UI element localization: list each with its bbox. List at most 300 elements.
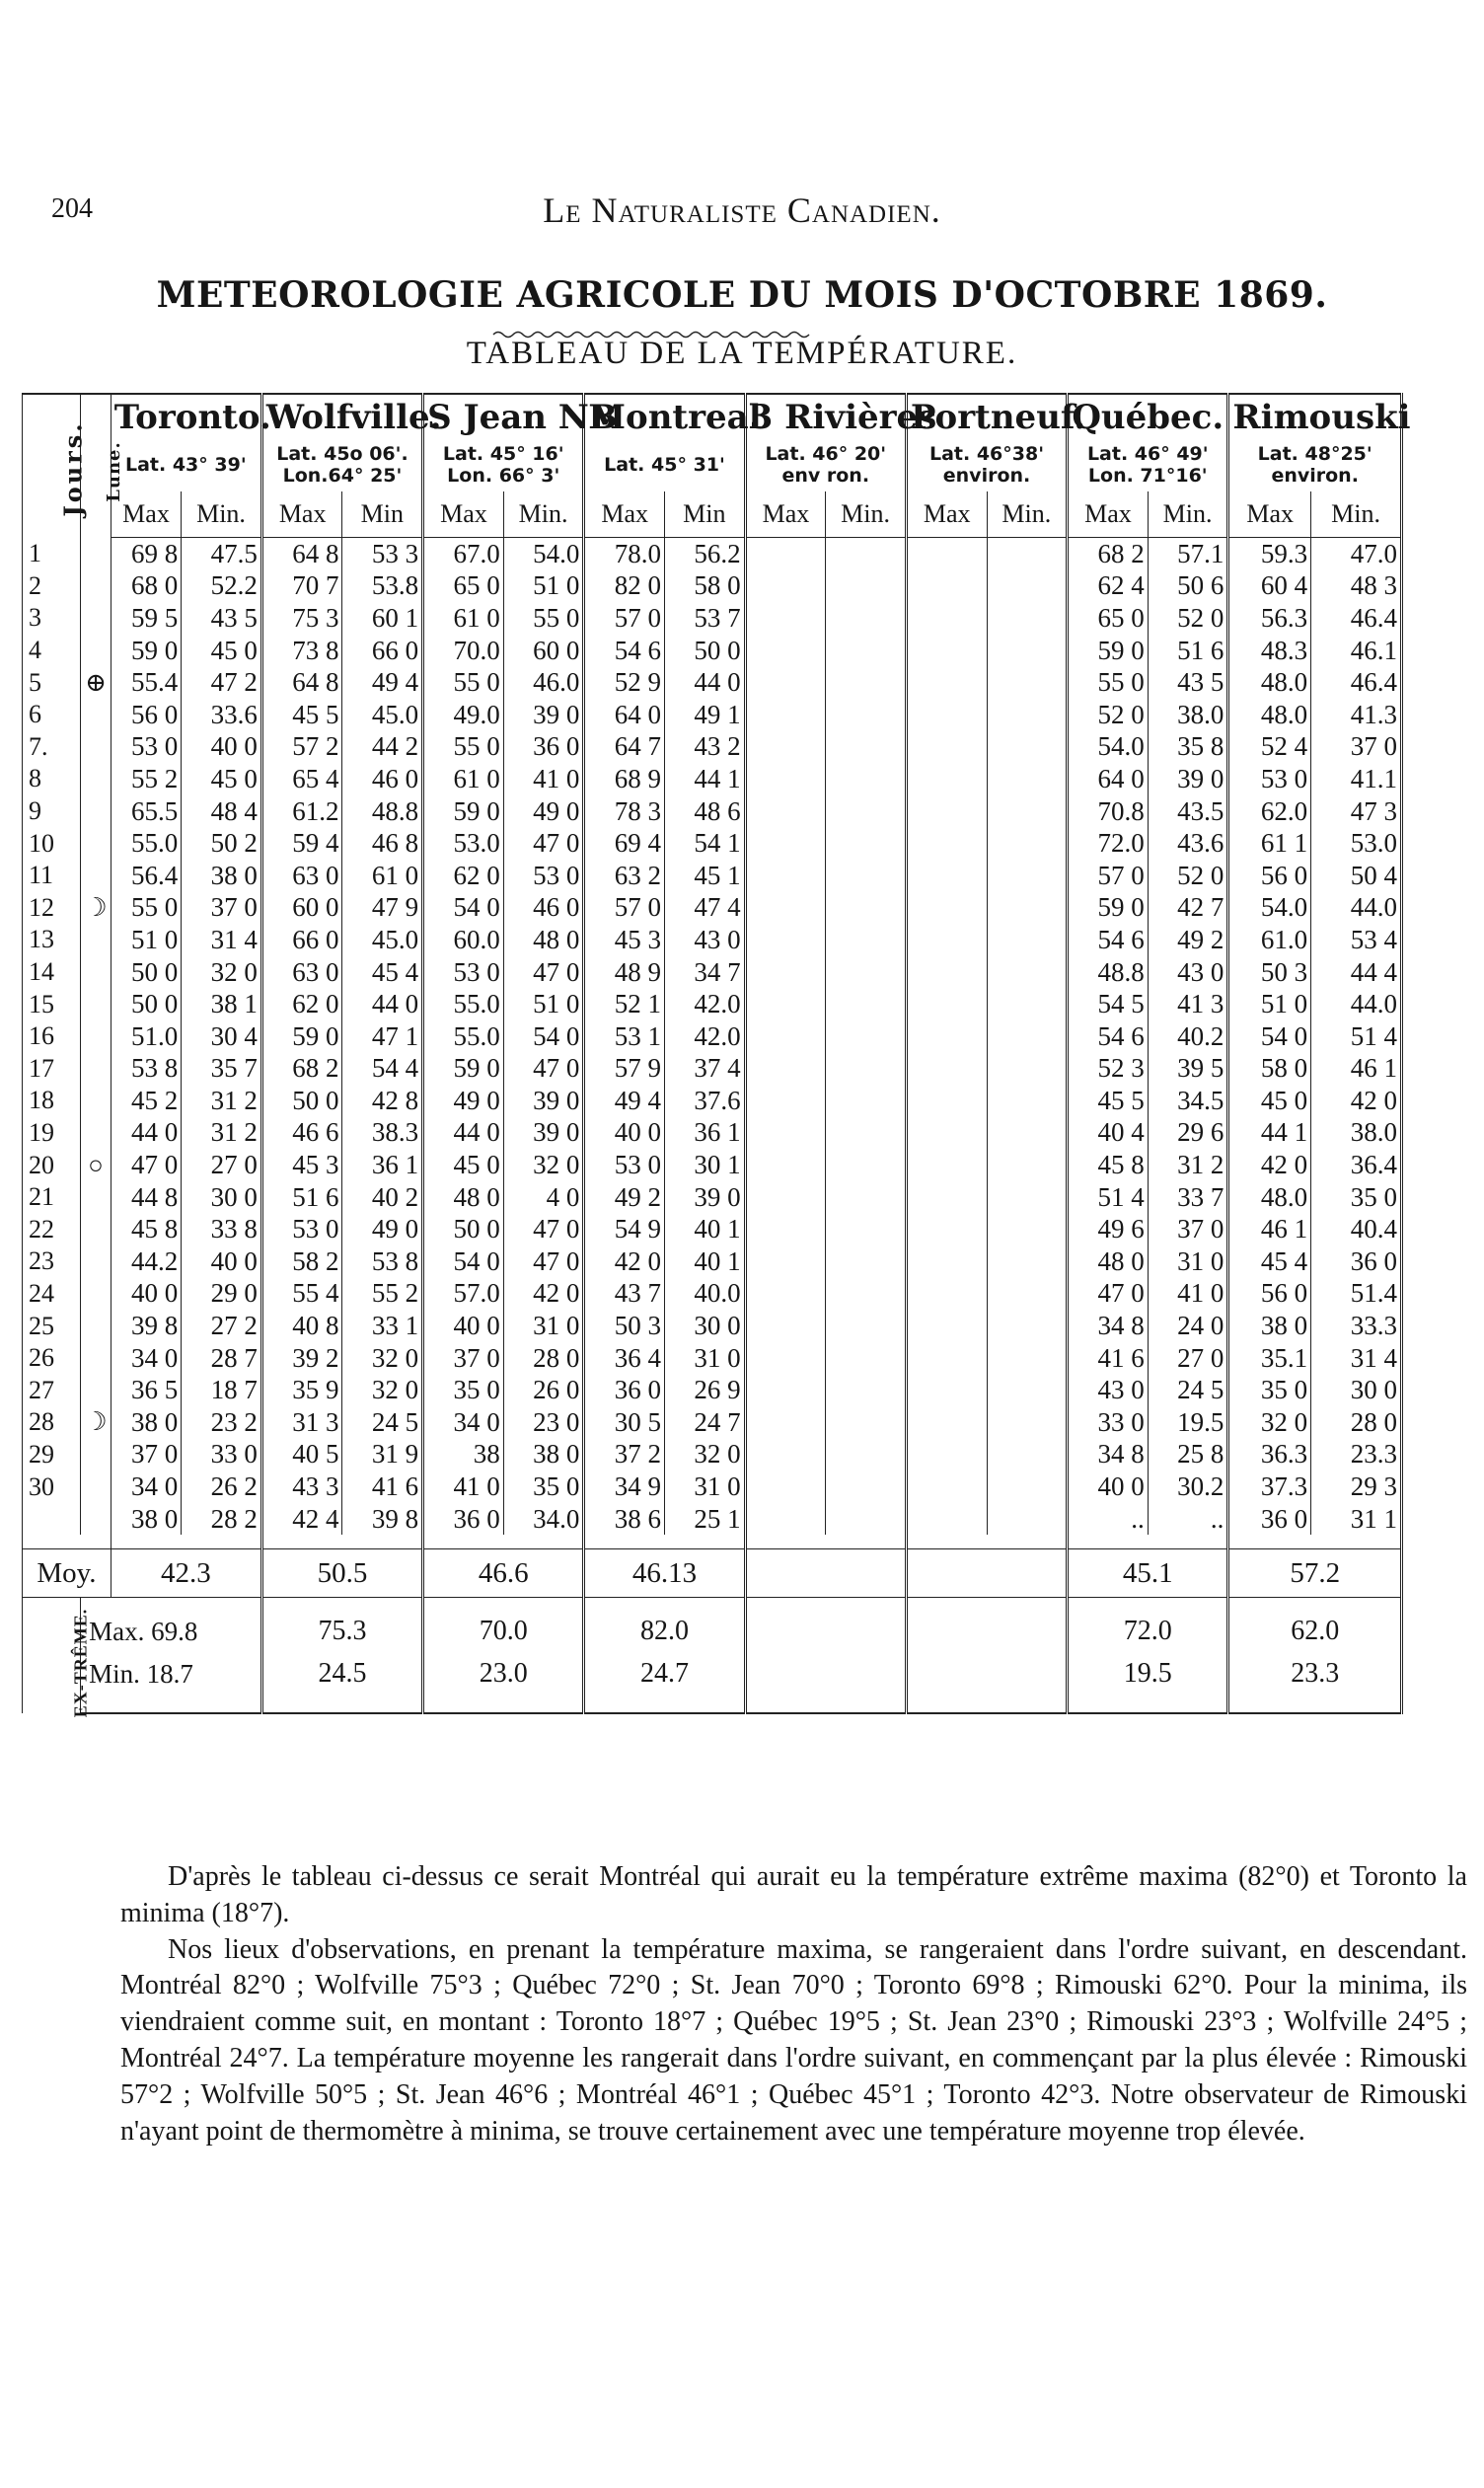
- max-value: [906, 988, 987, 1020]
- day-cell: 1: [23, 538, 81, 570]
- moon-phase-cell: [81, 699, 111, 731]
- max-value: 78.0: [584, 538, 665, 570]
- min-value: 51 0: [503, 570, 584, 603]
- max-value: 54 6: [1068, 1020, 1149, 1053]
- moon-phase-cell: [81, 731, 111, 764]
- extreme-min-value: [906, 1655, 1067, 1693]
- max-value: 45 4: [1228, 1245, 1311, 1278]
- extreme-max-value: 82.0: [584, 1598, 745, 1656]
- max-value: 31 3: [261, 1406, 342, 1439]
- min-value: [987, 795, 1068, 828]
- max-value: 34 8: [1068, 1310, 1149, 1342]
- max-header: Max: [584, 491, 665, 538]
- spacer-row: [23, 1535, 1402, 1549]
- min-value: 46.4: [1311, 602, 1402, 635]
- day-cell: [23, 1503, 81, 1536]
- min-value: 27 0: [1148, 1342, 1228, 1375]
- max-value: 65.5: [111, 795, 181, 828]
- max-header: Max: [1068, 491, 1149, 538]
- max-value: 48.8: [1068, 956, 1149, 989]
- max-value: 54 9: [584, 1213, 665, 1245]
- min-value: 33.3: [1311, 1310, 1402, 1342]
- max-value: 30 5: [584, 1406, 665, 1439]
- max-value: 32 0: [1228, 1406, 1311, 1439]
- min-value: [826, 795, 907, 828]
- max-value: 56.4: [111, 860, 181, 892]
- min-value: 32 0: [182, 956, 262, 989]
- min-value: 55 2: [342, 1278, 423, 1311]
- toronto-max-extreme: Max. 69.8: [81, 1598, 262, 1656]
- min-value: 47 4: [665, 892, 746, 925]
- min-value: [826, 1213, 907, 1245]
- min-value: 41 3: [1148, 988, 1228, 1020]
- min-value: 57.1: [1148, 538, 1228, 570]
- min-value: 42.0: [665, 1020, 746, 1053]
- day-cell: 15: [23, 988, 81, 1020]
- max-value: 55 4: [261, 1278, 342, 1311]
- max-value: 51 4: [1068, 1181, 1149, 1214]
- max-value: [745, 1278, 826, 1311]
- min-value: 45.0: [342, 699, 423, 731]
- min-value: 49 0: [503, 795, 584, 828]
- max-value: 38 6: [584, 1503, 665, 1536]
- table-row: [23, 666, 1402, 699]
- station-coords: Lat. 46° 49' Lon. 71°16': [1068, 440, 1228, 491]
- min-value: 50 4: [1311, 860, 1402, 892]
- min-value: 26 2: [182, 1470, 262, 1503]
- max-value: [745, 635, 826, 667]
- min-value: 43 5: [1148, 666, 1228, 699]
- moon-phase-cell: [81, 860, 111, 892]
- min-value: 24 5: [1148, 1374, 1228, 1406]
- min-value: [826, 892, 907, 925]
- day-cell: 13: [23, 924, 81, 956]
- day-cell: 18: [23, 1085, 81, 1117]
- table-row: [23, 1503, 1402, 1536]
- max-value: [906, 570, 987, 603]
- min-value: [826, 763, 907, 795]
- max-value: 38 0: [111, 1503, 181, 1536]
- min-value: 51 0: [503, 988, 584, 1020]
- min-value: [987, 570, 1068, 603]
- day-cell: 11: [23, 860, 81, 892]
- table-row: [23, 795, 1402, 828]
- min-value: [987, 1020, 1068, 1053]
- max-value: 49 2: [584, 1181, 665, 1214]
- min-value: 37 4: [665, 1053, 746, 1086]
- moon-phase-cell: [81, 795, 111, 828]
- min-value: 37 0: [1148, 1213, 1228, 1245]
- min-value: [826, 635, 907, 667]
- moon-phase-cell: [81, 827, 111, 860]
- max-value: 35 9: [261, 1374, 342, 1406]
- min-value: 33 8: [182, 1213, 262, 1245]
- min-value: 53 4: [1311, 924, 1402, 956]
- max-value: 53 0: [584, 1149, 665, 1181]
- max-value: [906, 1020, 987, 1053]
- max-value: 57 9: [584, 1053, 665, 1086]
- min-value: 35 7: [182, 1053, 262, 1086]
- min-value: 51 4: [1311, 1020, 1402, 1053]
- min-value: 35 0: [503, 1470, 584, 1503]
- max-value: 59.3: [1228, 538, 1311, 570]
- table-row: [23, 1342, 1402, 1375]
- min-value: 33 7: [1148, 1181, 1228, 1214]
- max-value: 50 0: [423, 1213, 504, 1245]
- min-value: 39 0: [665, 1181, 746, 1214]
- max-value: 56 0: [111, 699, 181, 731]
- min-value: 38 0: [503, 1439, 584, 1471]
- max-value: 61.2: [261, 795, 342, 828]
- max-value: 42 0: [584, 1245, 665, 1278]
- table-row: [23, 1278, 1402, 1311]
- max-value: 38: [423, 1439, 504, 1471]
- max-value: 57 2: [261, 731, 342, 764]
- day-cell: 12: [23, 892, 81, 925]
- day-cell: 20: [23, 1149, 81, 1181]
- min-value: 60 1: [342, 602, 423, 635]
- min-value: 47.0: [1311, 538, 1402, 570]
- max-value: 64 0: [584, 699, 665, 731]
- max-value: 61.0: [1228, 924, 1311, 956]
- max-value: 67.0: [423, 538, 504, 570]
- table-row: [23, 988, 1402, 1020]
- min-value: [987, 1213, 1068, 1245]
- max-value: 53 0: [1228, 763, 1311, 795]
- max-value: [906, 1117, 987, 1150]
- max-value: [745, 1085, 826, 1117]
- min-value: 37 0: [182, 892, 262, 925]
- min-value: 56.2: [665, 538, 746, 570]
- min-value: 23.3: [1311, 1439, 1402, 1471]
- min-value: 24 7: [665, 1406, 746, 1439]
- toronto-min-extreme: Min. 18.7: [81, 1655, 262, 1693]
- table-row: [23, 763, 1402, 795]
- max-value: 70.8: [1068, 795, 1149, 828]
- max-header: Max: [423, 491, 504, 538]
- min-value: [826, 1406, 907, 1439]
- max-value: [745, 731, 826, 764]
- min-value: [826, 1020, 907, 1053]
- min-value: 43.5: [1148, 795, 1228, 828]
- spacer-cell: [1228, 1693, 1402, 1713]
- min-value: 60 0: [503, 635, 584, 667]
- max-header: Max: [906, 491, 987, 538]
- max-value: 44 1: [1228, 1117, 1311, 1150]
- max-value: 63 0: [261, 956, 342, 989]
- max-value: 51 0: [111, 924, 181, 956]
- max-value: [745, 1310, 826, 1342]
- min-value: [826, 1085, 907, 1117]
- max-value: [745, 1117, 826, 1150]
- max-value: 47 0: [111, 1149, 181, 1181]
- moon-phase-cell: [81, 1053, 111, 1086]
- table-row: [23, 1149, 1402, 1181]
- min-value: 31 4: [182, 924, 262, 956]
- max-value: 35 0: [1228, 1374, 1311, 1406]
- moon-phase-cell: [81, 602, 111, 635]
- max-value: 53 0: [423, 956, 504, 989]
- max-value: 61 0: [423, 763, 504, 795]
- min-header: Min: [665, 491, 746, 538]
- min-value: [826, 1439, 907, 1471]
- day-cell: 14: [23, 956, 81, 989]
- max-value: [906, 763, 987, 795]
- min-value: [987, 731, 1068, 764]
- table-row: [23, 827, 1402, 860]
- max-value: 45 0: [423, 1149, 504, 1181]
- moon-phase-cell: ☽: [81, 1406, 111, 1439]
- max-value: [906, 860, 987, 892]
- min-value: 50 2: [182, 827, 262, 860]
- min-value: 34 7: [665, 956, 746, 989]
- max-value: 54 0: [1228, 1020, 1311, 1053]
- max-value: 58 0: [1228, 1053, 1311, 1086]
- min-value: 53 8: [342, 1245, 423, 1278]
- min-value: [826, 1117, 907, 1150]
- moyenne-value: 50.5: [261, 1549, 422, 1598]
- max-value: [906, 1149, 987, 1181]
- max-value: [745, 892, 826, 925]
- spacer-cell: [745, 1693, 906, 1713]
- max-value: 49 6: [1068, 1213, 1149, 1245]
- table-row: [23, 1020, 1402, 1053]
- min-value: 44 4: [1311, 956, 1402, 989]
- moyenne-value: 45.1: [1068, 1549, 1228, 1598]
- table-subtitle: TABLEAU DE LA TEMPÉRATURE.: [466, 336, 1018, 371]
- min-value: 46 0: [503, 892, 584, 925]
- min-value: 41 0: [503, 763, 584, 795]
- max-value: [745, 602, 826, 635]
- max-value: [906, 1439, 987, 1471]
- day-cell: 24: [23, 1278, 81, 1311]
- min-value: 41.3: [1311, 699, 1402, 731]
- min-value: 45.0: [342, 924, 423, 956]
- max-value: 52 4: [1228, 731, 1311, 764]
- max-value: 62 0: [423, 860, 504, 892]
- max-value: 61 0: [423, 602, 504, 635]
- min-value: [987, 635, 1068, 667]
- max-value: [745, 1245, 826, 1278]
- max-value: [906, 1470, 987, 1503]
- min-value: 27 0: [182, 1149, 262, 1181]
- min-value: 35 0: [1311, 1181, 1402, 1214]
- min-value: [826, 988, 907, 1020]
- min-value: 36.4: [1311, 1149, 1402, 1181]
- max-header: Max: [111, 491, 181, 538]
- min-value: 61 0: [342, 860, 423, 892]
- max-value: 51.0: [111, 1020, 181, 1053]
- max-value: 73 8: [261, 635, 342, 667]
- max-value: 39 2: [261, 1342, 342, 1375]
- max-value: 59 0: [423, 795, 504, 828]
- min-value: 30 0: [665, 1310, 746, 1342]
- min-value: 53 7: [665, 602, 746, 635]
- max-header: Max: [745, 491, 826, 538]
- max-value: 52 0: [1068, 699, 1149, 731]
- station-name: Toronto.: [111, 394, 261, 440]
- min-value: 54 1: [665, 827, 746, 860]
- min-value: 32 0: [342, 1374, 423, 1406]
- min-value: 46 8: [342, 827, 423, 860]
- min-value: 51.4: [1311, 1278, 1402, 1311]
- max-value: 59 0: [111, 635, 181, 667]
- max-value: 50 0: [111, 988, 181, 1020]
- max-value: [745, 1213, 826, 1245]
- min-value: [826, 1278, 907, 1311]
- min-value: 39 0: [503, 1117, 584, 1150]
- min-value: [826, 570, 907, 603]
- min-value: 52 0: [1148, 602, 1228, 635]
- max-value: [906, 1181, 987, 1214]
- min-value: [987, 956, 1068, 989]
- max-value: 49 4: [584, 1085, 665, 1117]
- min-value: 24 0: [1148, 1310, 1228, 1342]
- max-value: 62.0: [1228, 795, 1311, 828]
- min-header: Min.: [1311, 491, 1402, 538]
- max-value: [906, 666, 987, 699]
- max-value: 48 9: [584, 956, 665, 989]
- min-value: [987, 602, 1068, 635]
- extreme-min-value: 24.5: [261, 1655, 422, 1693]
- max-value: 34 0: [111, 1470, 181, 1503]
- page-number: 204: [51, 193, 93, 224]
- max-value: 66 0: [261, 924, 342, 956]
- min-value: 32 0: [665, 1439, 746, 1471]
- max-value: [745, 795, 826, 828]
- min-value: 31 2: [1148, 1149, 1228, 1181]
- max-value: 75 3: [261, 602, 342, 635]
- max-value: 59 4: [261, 827, 342, 860]
- spacer-cell: [23, 1535, 111, 1549]
- jours-header: Jours.: [23, 394, 81, 538]
- table-row: [23, 892, 1402, 925]
- max-value: 55.0: [111, 827, 181, 860]
- day-cell: 30: [23, 1470, 81, 1503]
- table-row: [23, 1181, 1402, 1214]
- max-value: 59 0: [1068, 635, 1149, 667]
- max-value: [906, 699, 987, 731]
- day-cell: 10: [23, 827, 81, 860]
- min-value: 34.0: [503, 1503, 584, 1536]
- station-name: Québec.: [1068, 394, 1228, 440]
- max-value: [906, 956, 987, 989]
- min-value: 32 0: [342, 1342, 423, 1375]
- spacer-cell: [906, 1535, 1067, 1549]
- min-value: 41 0: [1148, 1278, 1228, 1311]
- max-value: [745, 1053, 826, 1086]
- max-value: [906, 795, 987, 828]
- spacer-cell: [584, 1535, 745, 1549]
- extreme-max-value: [745, 1598, 906, 1656]
- day-cell: 6: [23, 699, 81, 731]
- max-value: 65 4: [261, 763, 342, 795]
- max-value: [745, 763, 826, 795]
- paragraph: D'après le tableau ci-dessus ce serait Montréal qui aurait eu la température extrême maxima (82°0) et Toronto la minima (18°7).: [120, 1861, 1467, 1928]
- moon-phase-cell: [81, 1470, 111, 1503]
- moyenne-label: Moy.: [23, 1549, 111, 1598]
- max-value: 57 0: [584, 602, 665, 635]
- min-value: 38.0: [1311, 1117, 1402, 1150]
- max-value: 64 8: [261, 538, 342, 570]
- min-value: 28 0: [503, 1342, 584, 1375]
- min-value: 45 0: [182, 635, 262, 667]
- min-value: [987, 1085, 1068, 1117]
- max-value: 54 0: [423, 1245, 504, 1278]
- extreme-min-value: 23.3: [1228, 1655, 1402, 1693]
- max-value: 54 0: [423, 892, 504, 925]
- min-value: [826, 602, 907, 635]
- max-value: [906, 827, 987, 860]
- min-header: Min.: [826, 491, 907, 538]
- min-value: 54 4: [342, 1053, 423, 1086]
- max-value: 49.0: [423, 699, 504, 731]
- day-cell: 27: [23, 1374, 81, 1406]
- max-value: 49 0: [423, 1085, 504, 1117]
- min-value: 35 8: [1148, 731, 1228, 764]
- max-value: 40 0: [1068, 1470, 1149, 1503]
- max-value: 45 5: [1068, 1085, 1149, 1117]
- max-value: 42 4: [261, 1503, 342, 1536]
- moon-phase-cell: [81, 924, 111, 956]
- max-value: 40 5: [261, 1439, 342, 1471]
- extreme-label: [23, 1598, 91, 1718]
- lune-header: Lune.: [81, 394, 111, 538]
- moon-phase-cell: [81, 1181, 111, 1214]
- max-value: 46 1: [1228, 1213, 1311, 1245]
- min-value: 18 7: [182, 1374, 262, 1406]
- max-value: 48.0: [1228, 699, 1311, 731]
- min-value: 58 0: [665, 570, 746, 603]
- extreme-min-value: 19.5: [1068, 1655, 1228, 1693]
- day-cell: 28: [23, 1406, 81, 1439]
- max-value: 61 1: [1228, 827, 1311, 860]
- min-value: 4 0: [503, 1181, 584, 1214]
- max-value: 43 3: [261, 1470, 342, 1503]
- min-value: 46.4: [1311, 666, 1402, 699]
- min-value: 40.0: [665, 1278, 746, 1311]
- min-value: 23 0: [503, 1406, 584, 1439]
- min-value: 30 0: [182, 1181, 262, 1214]
- min-value: [826, 956, 907, 989]
- max-value: [906, 1085, 987, 1117]
- min-value: 53.8: [342, 570, 423, 603]
- min-value: 39 5: [1148, 1053, 1228, 1086]
- max-value: 36 0: [1228, 1503, 1311, 1536]
- min-value: 26 9: [665, 1374, 746, 1406]
- max-value: 45 8: [111, 1213, 181, 1245]
- max-value: 34 0: [111, 1342, 181, 1375]
- max-value: 44 0: [423, 1117, 504, 1150]
- min-value: 66 0: [342, 635, 423, 667]
- min-value: 47 1: [342, 1020, 423, 1053]
- max-value: 45 0: [1228, 1085, 1311, 1117]
- moyenne-value: 42.3: [111, 1549, 261, 1598]
- min-value: 28 2: [182, 1503, 262, 1536]
- max-value: [745, 1342, 826, 1375]
- min-value: 43 0: [665, 924, 746, 956]
- max-value: 57.0: [423, 1278, 504, 1311]
- min-value: 19.5: [1148, 1406, 1228, 1439]
- max-value: 60 0: [261, 892, 342, 925]
- min-value: [826, 1149, 907, 1181]
- max-value: 51 6: [261, 1181, 342, 1214]
- max-value: 72.0: [1068, 827, 1149, 860]
- max-value: 55 0: [1068, 666, 1149, 699]
- max-value: 65 0: [1068, 602, 1149, 635]
- spacer-cell: [81, 1693, 262, 1713]
- max-value: 69 4: [584, 827, 665, 860]
